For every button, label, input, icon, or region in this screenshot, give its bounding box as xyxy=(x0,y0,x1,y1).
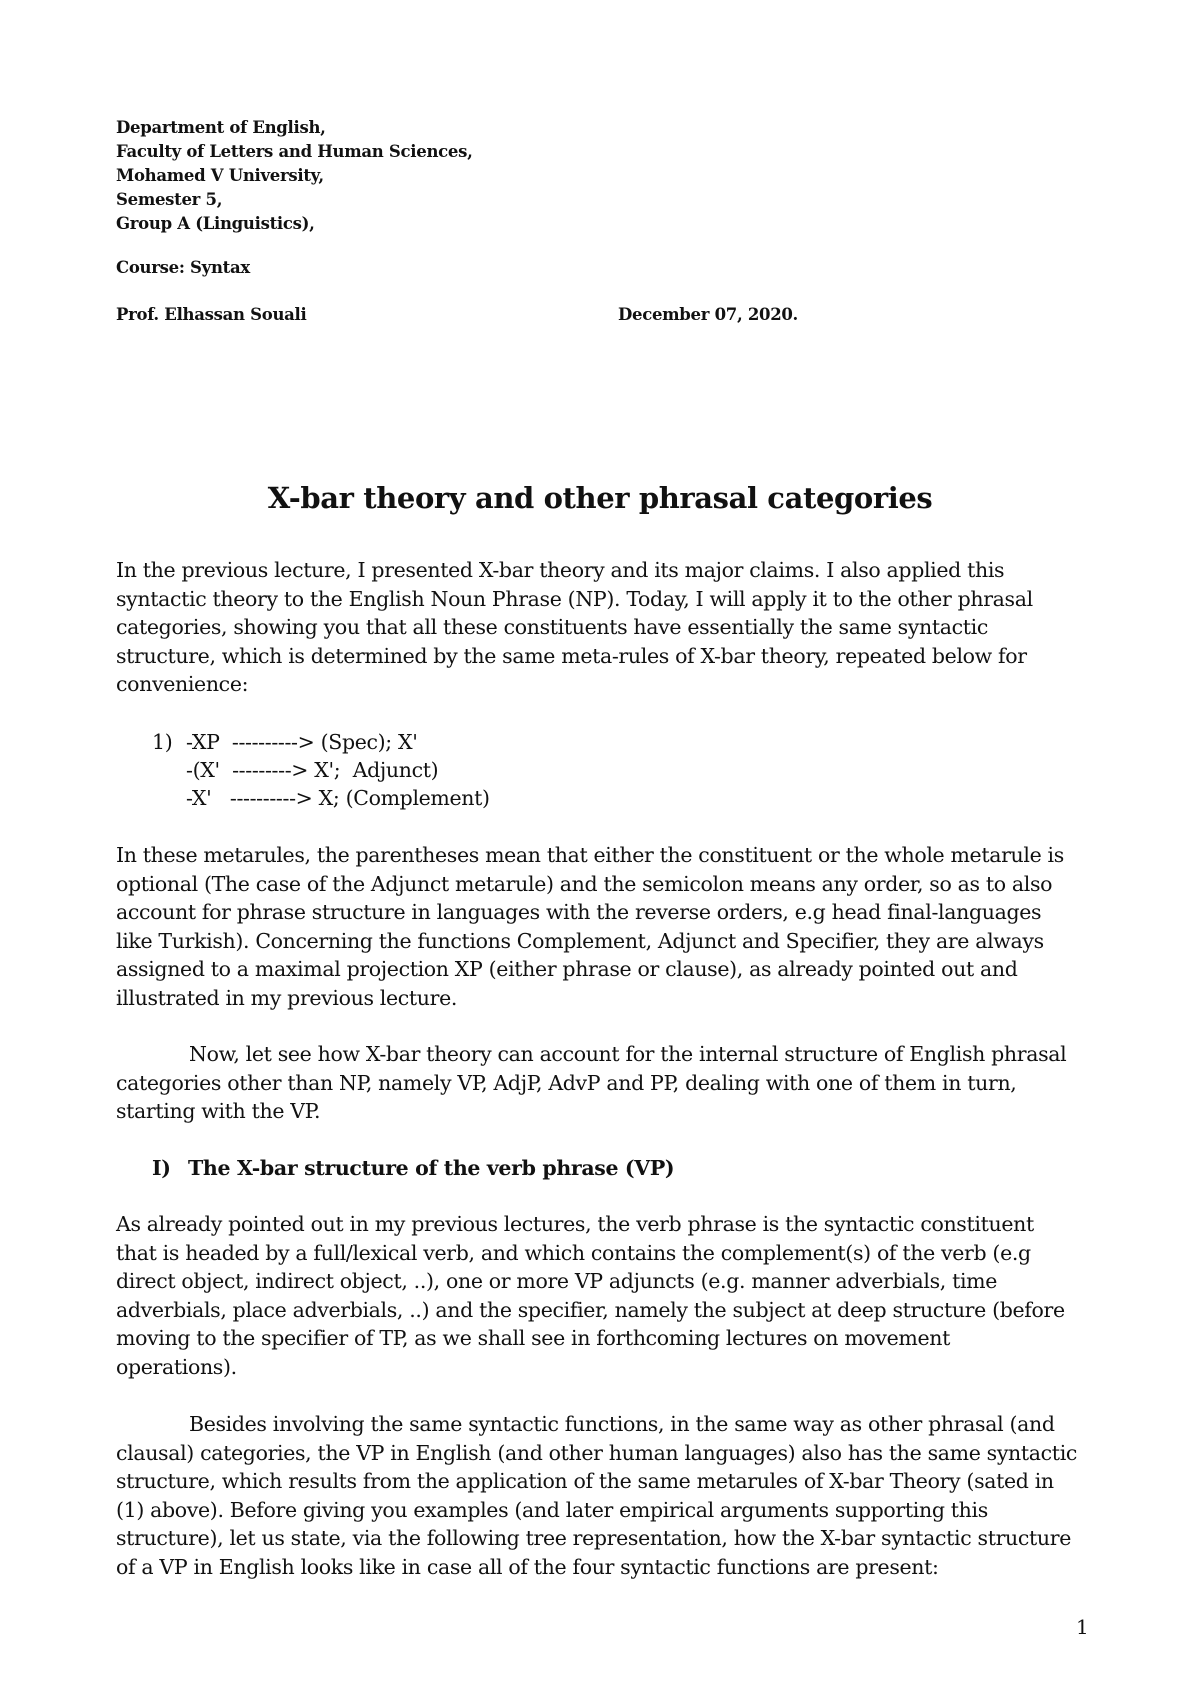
paragraph-vp-definition xyxy=(116,1210,1096,1381)
paragraph-line: As already pointed out in my previous lectures, the verb phrase is the syntactic constituent xyxy=(116,1212,1034,1236)
paragraph-line: In these metarules, the parentheses mean that either the constituent or the whole metarule is xyxy=(116,843,1064,867)
paragraph-line: of a VP in English looks like in case all of the four syntactic functions are present: xyxy=(116,1554,939,1579)
paragraph-line: categories other than NP, namely VP, AdjP, AdvP and PP, dealing with one of them in turn, xyxy=(116,1070,1017,1095)
paragraph-line: like Turkish). Concerning the functions Complement, Adjunct and Specifier, they are always xyxy=(116,928,1044,953)
paragraph-line: convenience: xyxy=(116,672,249,696)
professor-name: Prof. Elhassan Souali xyxy=(116,305,307,324)
document-title: X-bar theory and other phrasal categories xyxy=(267,481,933,515)
section-title: The X-bar structure of the verb phrase (VP) xyxy=(188,1156,675,1180)
paragraph-line: Now, let see how X-bar theory can account for the internal structure of English phrasal xyxy=(189,1042,1067,1066)
header-group: Group A (Linguistics), xyxy=(116,214,315,233)
metarule-number: 1) xyxy=(152,730,173,754)
course-line: Course: Syntax xyxy=(116,258,250,277)
metarules-list xyxy=(152,728,490,812)
paragraph-line: operations). xyxy=(116,1354,237,1379)
paragraph-vp-structure xyxy=(116,1410,1096,1581)
paragraph-line: adverbials, place adverbials, ..) and the specifier, namely the subject at deep structure (before xyxy=(116,1297,1065,1322)
paragraph-line: optional (The case of the Adjunct metarule) and the semicolon means any order, so as to also xyxy=(116,871,1053,896)
paragraph-line: assigned to a maximal projection XP (either phrase or clause), as already pointed out and xyxy=(116,957,1018,981)
metarule-adjunct xyxy=(152,756,490,784)
paragraph-line: that is headed by a full/lexical verb, and which contains the complement(s) of the verb (e.g xyxy=(116,1240,1031,1265)
paragraph-line: (1) above). Before giving you examples (and later empirical arguments supporting this xyxy=(116,1497,988,1522)
header-department: Department of English, xyxy=(116,118,326,137)
paragraph-line: starting with the VP. xyxy=(116,1099,321,1123)
paragraph-line: In the previous lecture, I presented X-bar theory and its major claims. I also applied this xyxy=(116,558,1005,582)
paragraph-line: categories, showing you that all these constituents have essentially the same syntactic xyxy=(116,615,989,639)
metarule-complement xyxy=(152,784,490,812)
section-number: I) xyxy=(152,1156,171,1180)
metarule-text: -X' ----------> X; (Complement) xyxy=(186,786,490,810)
paragraph-line: syntactic theory to the English Noun Phrase (NP). Today, I will apply it to the other phrasal xyxy=(116,586,1033,611)
header-block xyxy=(116,116,473,236)
paragraph-line: structure, which is determined by the same meta-rules of X-bar theory, repeated below for xyxy=(116,643,1027,668)
paragraph-metarules-explanation xyxy=(116,841,1096,1012)
metarule-text: -(X' ---------> X'; Adjunct) xyxy=(186,758,439,782)
paragraph-line: account for phrase structure in languages with the reverse orders, e.g head final-languages xyxy=(116,900,1042,924)
paragraph-intro xyxy=(116,556,1096,699)
paragraph-transition xyxy=(116,1040,1096,1126)
header-faculty: Faculty of Letters and Human Sciences, xyxy=(116,142,473,161)
paragraph-line: clausal) categories, the VP in English (and other human languages) also has the same syntactic xyxy=(116,1440,1078,1465)
header-university: Mohamed V University, xyxy=(116,166,324,185)
paragraph-line: Besides involving the same syntactic functions, in the same way as other phrasal (and xyxy=(189,1412,1055,1436)
metarule-xp xyxy=(152,728,490,756)
header-semester: Semester 5, xyxy=(116,190,223,209)
section-heading xyxy=(152,1156,674,1180)
document-date: December 07, 2020. xyxy=(618,305,798,324)
paragraph-line: structure, which results from the application of the same metarules of X-bar Theory (sated in xyxy=(116,1469,1054,1493)
metarule-text: -XP ----------> (Spec); X' xyxy=(186,730,418,754)
paragraph-line: illustrated in my previous lecture. xyxy=(116,985,458,1010)
paragraph-line: structure), let us state, via the following tree representation, how the X-bar syntactic structure xyxy=(116,1526,1071,1550)
paragraph-line: moving to the specifier of TP, as we shall see in forthcoming lectures on movement xyxy=(116,1326,951,1350)
paragraph-line: direct object, indirect object, ..), one or more VP adjuncts (e.g. manner adverbials, time xyxy=(116,1269,998,1293)
page-number: 1 xyxy=(1076,1615,1089,1639)
